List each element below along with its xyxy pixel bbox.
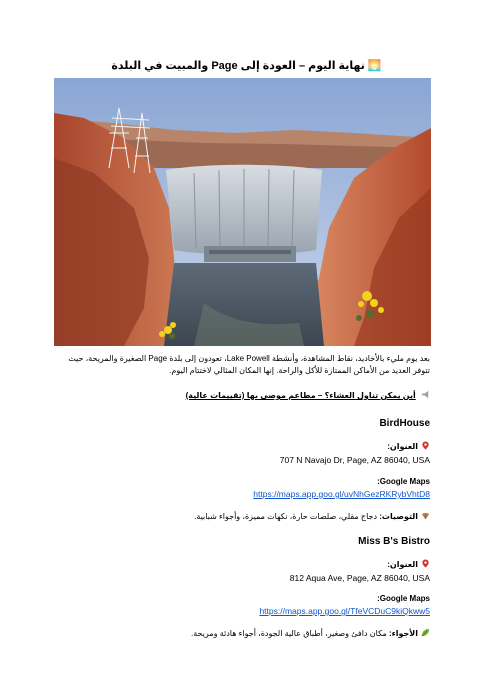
maps-label: Google Maps: [377, 594, 430, 603]
shell-icon [421, 511, 430, 520]
megaphone-icon [421, 390, 430, 399]
address-label: العنوان: [387, 559, 430, 569]
address-value: 812 Aqua Ave, Page, AZ 86040, USA [289, 573, 430, 583]
dinner-section-heading [186, 390, 430, 400]
title-text: 🌅 نهاية اليوم – العودة إلى Page والمبيت في البلدة [111, 60, 382, 72]
recommendations-line: التوصيات: دجاج مقلي، صلصات حارة، نكهات مميزة، وأجواء شبابية. [194, 511, 430, 521]
intro-paragraph: بعد يوم مليء بالأخاديد، نقاط المشاهدة، وأنشطة Lake Powell، تعودون إلى بلدة Page الصغيرة والمريحة، حيث تتوفر العديد من الأماكن الممتازة للأكل والراحة. إنها المكان المثالي لاختتام اليوم. [68, 354, 430, 375]
glen-canyon-dam-photo [54, 78, 431, 346]
pin-icon [421, 441, 430, 450]
dam-illustration [54, 78, 431, 346]
restaurant-name-birdhouse: BirdHouse [379, 418, 430, 429]
atmosphere-line: الأجواء: مكان دافئ وصغير، أطباق عالية الجودة، أجواء هادئة ومريحة. [191, 628, 430, 638]
maps-label: Google Maps: [377, 477, 430, 486]
leaf-icon [421, 628, 430, 637]
address-label: العنوان: [387, 441, 430, 451]
maps-link-miss-bs-bistro[interactable]: https://maps.app.goo.gl/TfeVCDuC9kiQkww5 [259, 606, 430, 616]
address-value: 707 N Navajo Dr, Page, AZ 86040, USA [279, 455, 430, 465]
section-heading-text: أين يمكن تناول العشاء؟ – مطاعم موصى بها (تقييمات عالية) [185, 391, 416, 400]
restaurant-name-miss-bs-bistro: Miss B's Bistro [358, 536, 430, 547]
maps-link-birdhouse[interactable]: https://maps.app.goo.gl/uvNhGezRKRybVhtD8 [253, 489, 430, 499]
pin-icon [421, 559, 430, 568]
page-title [60, 59, 433, 72]
